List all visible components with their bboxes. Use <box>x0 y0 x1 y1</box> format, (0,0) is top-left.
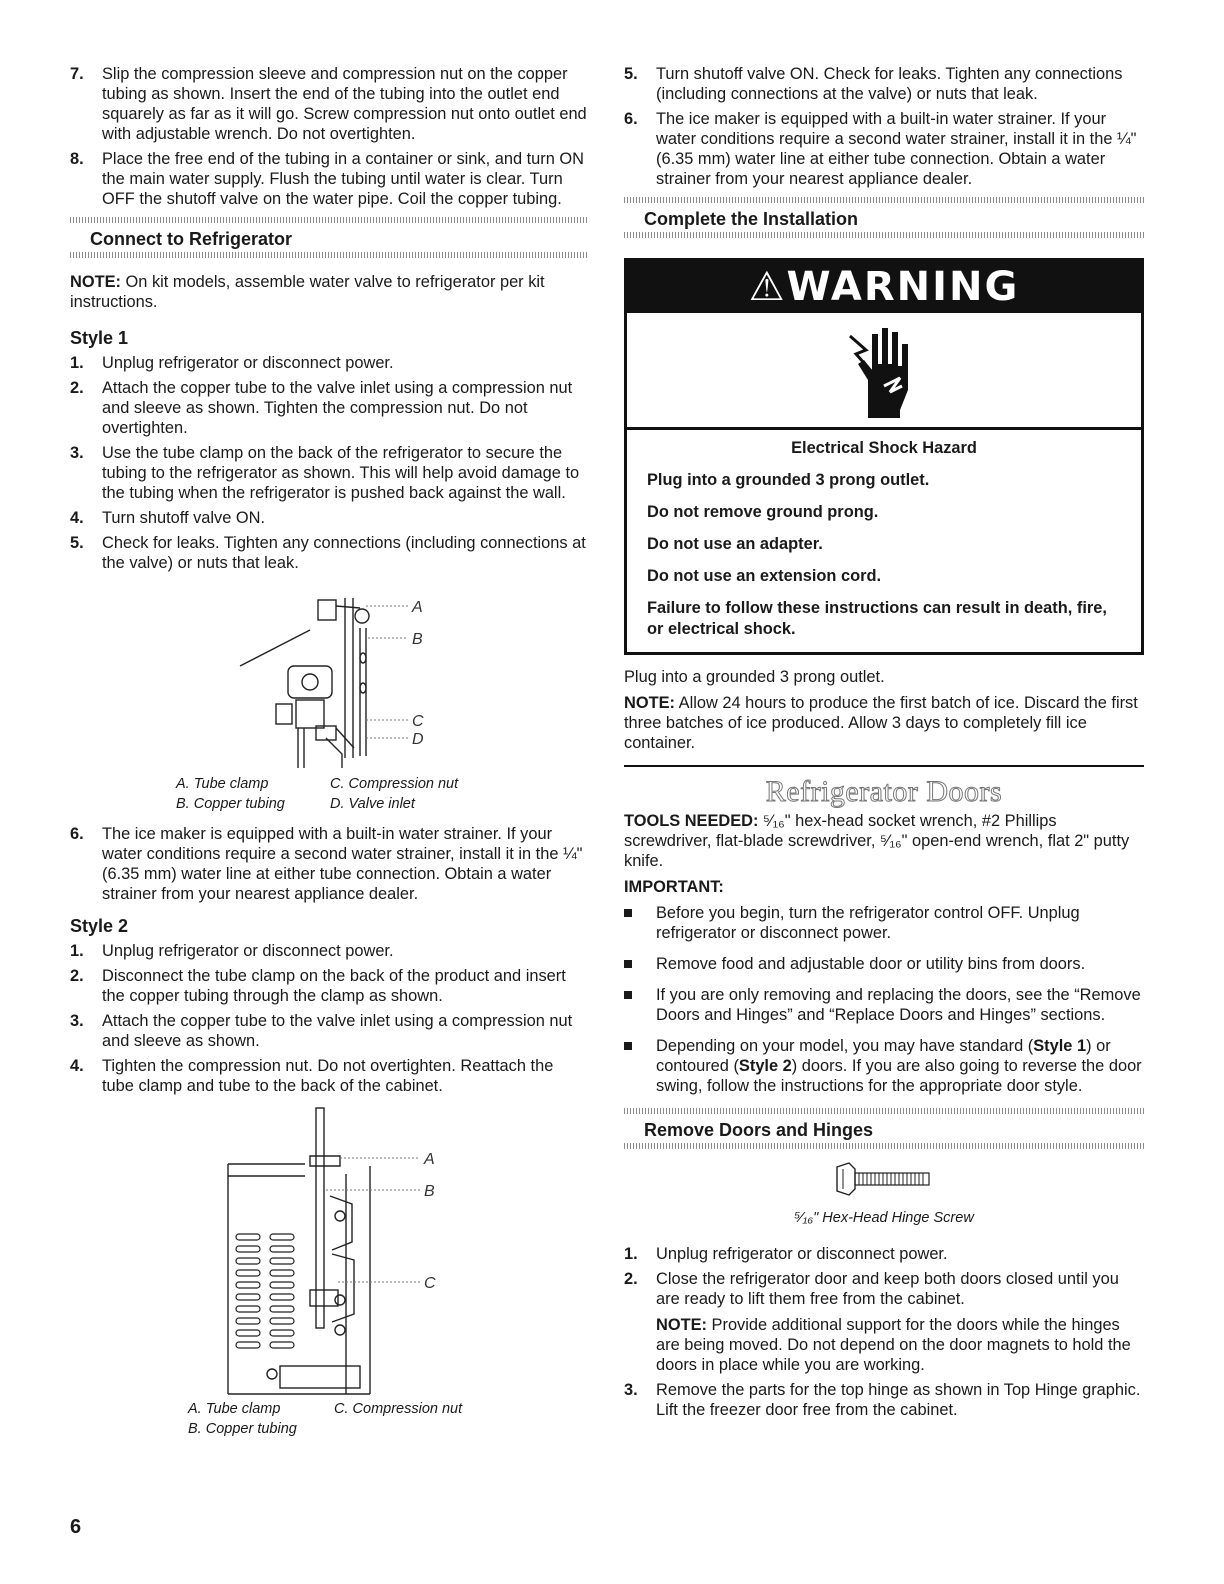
important-label: IMPORTANT: <box>624 878 724 896</box>
install-steps-right <box>624 64 1144 189</box>
warning-triangle-icon: ⚠ <box>748 264 787 310</box>
page-number: 6 <box>70 1516 82 1538</box>
label-a: A <box>424 1151 435 1168</box>
list-item: 2. Attach the copper tube to the valve inlet using a compression nut and sleeve as shown. Tighten the compression nut. Do not overtighten. <box>70 379 573 437</box>
style1-heading: Style 1 <box>70 328 129 348</box>
tools-needed: TOOLS NEEDED: ⁵⁄₁₆" hex-head socket wrench, #2 Phillips screwdriver, flat-blade screwdriver, ⁵⁄₁₆" open-end wrench, flat 2" putty knife. <box>624 812 1130 870</box>
bullet-icon <box>624 960 632 968</box>
list-item: 4. Tighten the compression nut. Do not overtighten. Reattach the tube clamp and tube to the back of the cabinet. <box>70 1057 554 1095</box>
divider <box>70 252 588 258</box>
list-item: 5. Turn shutoff valve ON. Check for leaks. Tighten any connections (including connections at the valve) or nuts that leak. <box>624 65 1123 103</box>
valve-illustration <box>70 578 588 778</box>
kit-note: NOTE: On kit models, assemble water valve to refrigerator per kit instructions. <box>70 273 545 311</box>
divider <box>624 1108 1144 1114</box>
warning-text <box>627 430 1141 652</box>
style1-steps <box>70 353 588 573</box>
left-column <box>70 64 588 1444</box>
list-item: 3. Use the tube clamp on the back of the refrigerator to secure the tubing to the refrigerator as shown. This will help avoid damage to the tubing when the refrigerator is pushed back against the wall. <box>70 444 580 502</box>
divider <box>624 197 1144 203</box>
warning-line: Plug into a grounded 3 prong outlet. <box>647 471 930 489</box>
label-b: B <box>412 631 423 648</box>
ice-note: NOTE: Allow 24 hours to produce the first batch of ice. Discard the first three batches of ice produced. Allow 3 days to completely fill ice container. <box>624 694 1138 752</box>
warning-box <box>624 258 1144 655</box>
section-heading-connect: Connect to Refrigerator <box>70 217 588 258</box>
label-b: B <box>424 1183 435 1200</box>
divider <box>624 1143 1144 1149</box>
list-item: 1. Unplug refrigerator or disconnect power. <box>624 1245 948 1263</box>
caption-b: B. Copper tubing <box>188 1421 297 1437</box>
divider <box>624 232 1144 238</box>
install-steps-top <box>70 64 588 209</box>
style1-step6 <box>70 824 588 904</box>
list-item: 6. The ice maker is equipped with a built-in water strainer. If your water conditions require a second water strainer, install it in the ¼" (6.35 mm) water line at either tube connection. Obtain a water strainer from your nearest appliance dealer. <box>70 825 583 903</box>
list-item: Remove food and adjustable door or utility bins from doors. <box>624 954 1144 974</box>
caption-c: C. Compression nut <box>330 776 459 792</box>
list-item: 8. Place the free end of the tubing in a container or sink, and turn ON the main water supply. Flush the tubing until water is clear. Turn OFF the shutoff valve on the water pipe. Coil the copper tubing. <box>70 150 584 208</box>
caption-d: D. Valve inlet <box>330 796 415 812</box>
section-heading-remove: Remove Doors and Hinges <box>624 1108 1144 1149</box>
cabinet-back-illustration <box>70 1104 588 1404</box>
list-item: 2. Close the refrigerator door and keep both doors closed until you are ready to lift them free from the cabinet. NOTE: Provide additional support for the doors while the hinges are being moved. Do not depend on the door magnets to hold the doors in place while you are working. <box>624 1269 1144 1375</box>
list-item: 5. Check for leaks. Tighten any connections (including connections at the valve) or nuts that leak. <box>70 534 586 572</box>
section-title-doors: Refrigerator Doors <box>765 775 1003 808</box>
screw-caption: ⁵⁄₁₆" Hex-Head Hinge Screw <box>794 1210 974 1226</box>
list-item: 7. Slip the compression sleeve and compression nut on the copper tubing as shown. Insert the end of the tubing into the outlet end squarely as far as it will go. Screw compression nut onto outlet end with adjustable wrench. Do not overtighten. <box>70 65 587 143</box>
list-item: If you are only removing and replacing the doors, see the “Remove Doors and Hinges” and “Replace Doors and Hinges” sections. <box>624 985 1144 1025</box>
divider <box>624 765 1144 767</box>
label-a: A <box>412 599 423 616</box>
list-item: 3. Attach the copper tube to the valve inlet using a compression nut and sleeve as shown. <box>70 1012 573 1050</box>
warning-banner: ⚠WARNING <box>627 261 1141 313</box>
list-item: 3. Remove the parts for the top hinge as shown in Top Hinge graphic. Lift the freezer door free from the cabinet. <box>624 1381 1141 1419</box>
hinge-screw-figure <box>624 1159 1144 1226</box>
plug-instruction: Plug into a grounded 3 prong outlet. <box>624 668 885 686</box>
list-item: 1. Unplug refrigerator or disconnect power. <box>70 354 394 372</box>
list-item: 4. Turn shutoff valve ON. <box>70 509 266 527</box>
caption-a: A. Tube clamp <box>176 776 269 792</box>
hinge-screw-icon <box>829 1159 939 1199</box>
list-item: 2. Disconnect the tube clamp on the back of the product and insert the copper tubing through the clamp as shown. <box>70 967 566 1005</box>
label-c: C <box>412 713 424 730</box>
caption-b: B. Copper tubing <box>176 796 285 812</box>
label-c: C <box>424 1275 436 1292</box>
hazard-title: Electrical Shock Hazard <box>791 439 977 457</box>
caption-a: A. Tube clamp <box>188 1401 281 1417</box>
label-d: D <box>412 731 424 748</box>
right-column <box>624 64 1144 1425</box>
list-item: Before you begin, turn the refrigerator control OFF. Unplug refrigerator or disconnect power. <box>624 903 1144 943</box>
list-item: 1. Unplug refrigerator or disconnect power. <box>70 942 394 960</box>
bullet-icon <box>624 1042 632 1050</box>
style2-figure <box>70 1104 588 1444</box>
caption-c: C. Compression nut <box>334 1401 463 1417</box>
warning-line: Do not remove ground prong. <box>647 503 879 521</box>
bullet-icon <box>624 991 632 999</box>
warning-line: Do not use an adapter. <box>647 535 823 553</box>
style2-steps <box>70 941 588 1096</box>
warning-line: Do not use an extension cord. <box>647 567 882 585</box>
bullet-icon <box>624 909 632 917</box>
section-heading-complete: Complete the Installation <box>624 197 1144 238</box>
door-support-note: NOTE: Provide additional support for the doors while the hinges are being moved. Do not depend on the door magnets to hold the doors in place while you are working. <box>656 1316 1131 1374</box>
important-list <box>624 903 1144 1096</box>
remove-steps <box>624 1244 1144 1420</box>
divider <box>70 217 588 223</box>
shock-hazard-icon <box>627 313 1141 430</box>
style2-heading: Style 2 <box>70 916 129 936</box>
list-item: Depending on your model, you may have standard (Style 1) or contoured (Style 2) doors. If you are also going to reverse the door swing, follow the instructions for the appropriate door style. <box>624 1036 1144 1096</box>
warning-line: Failure to follow these instructions can result in death, fire, or electrical shock. <box>647 599 1107 638</box>
list-item: 6. The ice maker is equipped with a built-in water strainer. If your water conditions require a second water strainer, install it in the ¼" (6.35 mm) water line at either tube connection. Obtain a water strainer from your nearest appliance dealer. <box>624 110 1137 188</box>
style1-figure <box>70 578 588 818</box>
